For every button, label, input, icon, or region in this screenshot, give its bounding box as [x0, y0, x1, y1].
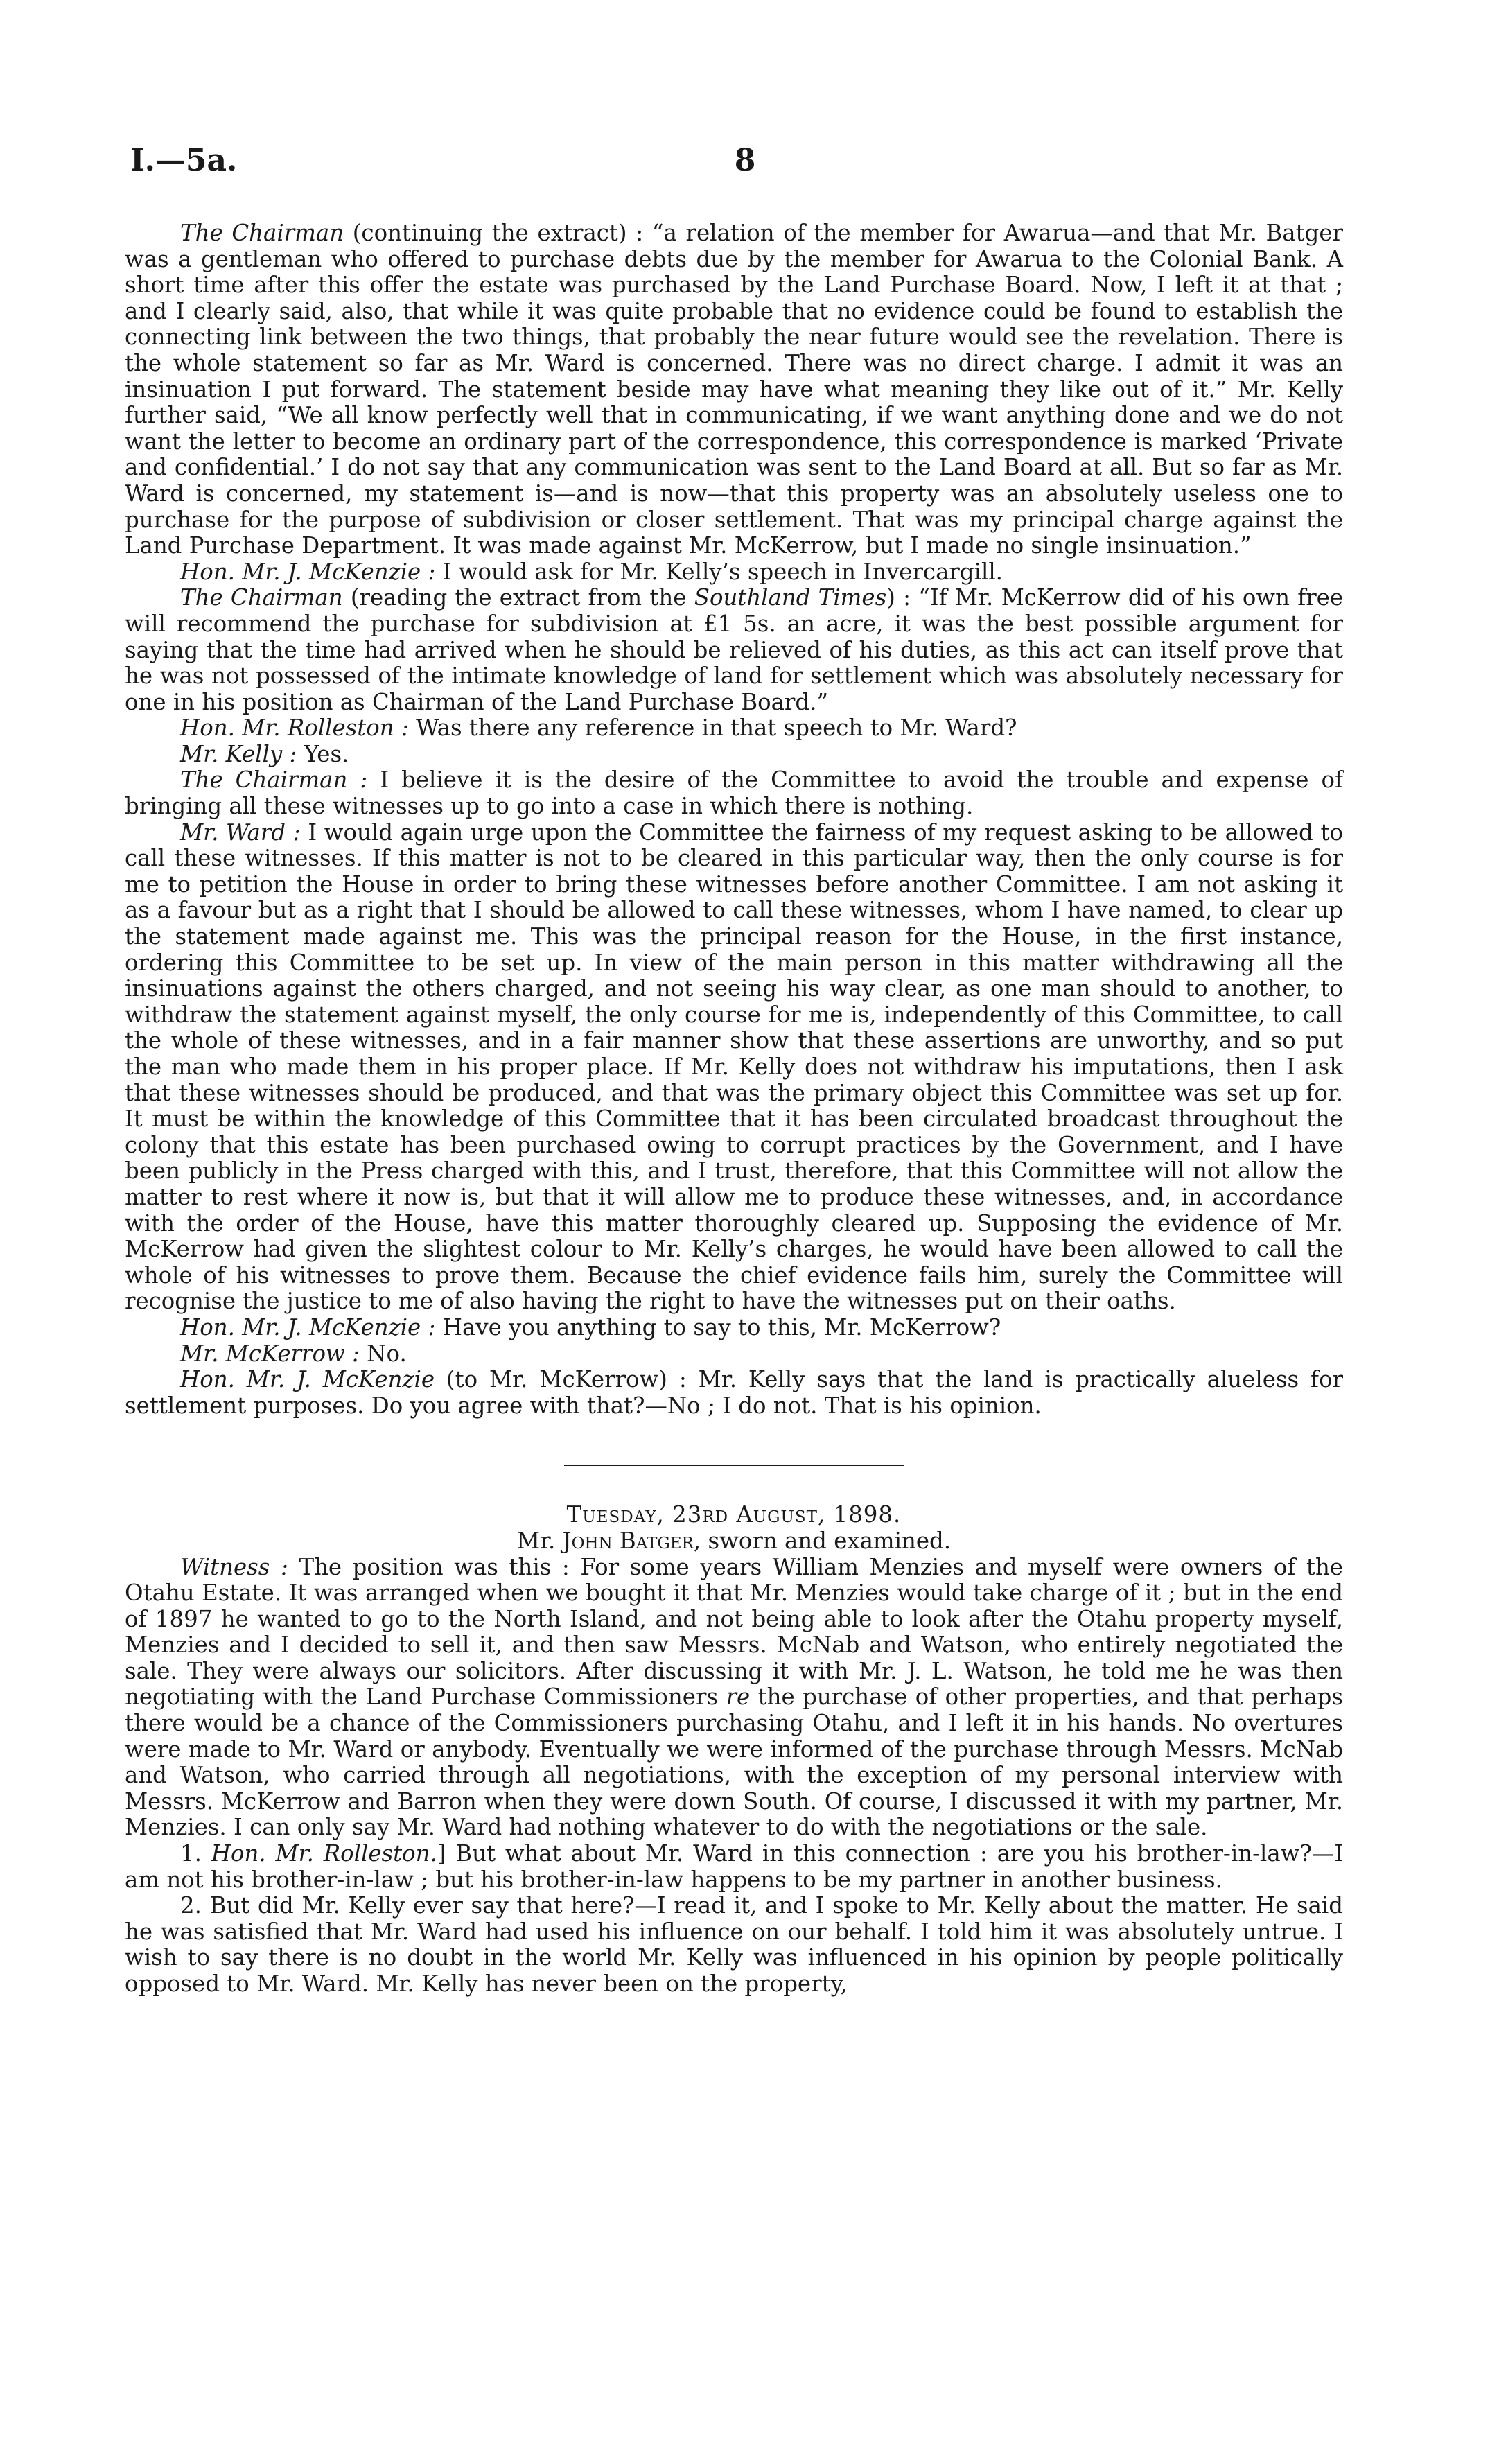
paragraph-ward-statement — [125, 820, 1343, 1315]
paragraph-question-2 — [125, 1893, 1343, 1997]
speaker: Hon. Mr. J. McKenzie : — [180, 558, 436, 585]
speaker: Hon. Mr. Rolleston : — [180, 715, 409, 742]
paragraph-chairman-remark — [125, 767, 1343, 819]
speech: No. — [359, 1340, 407, 1367]
paragraph-kelly-answer — [125, 742, 1343, 768]
section-divider — [564, 1465, 904, 1466]
speech: Yes. — [297, 740, 349, 767]
paragraph-chairman-reading — [125, 585, 1343, 715]
speaker: Mr. McKerrow : — [180, 1340, 360, 1367]
speaker: The Chairman — [180, 584, 343, 611]
newspaper-title: Southland Times — [694, 584, 887, 611]
speech: I would again urge upon the Committee the fairness of my request asking to be allowed to call these witnesses. If this matter is not to be cleared in this particular way, then the only course is for me to petition the House in order to bring these witnesses before another Committee. I am not asking it as a favour but as a right that I should be allowed to call these witnesses, whom I have named, to clear up the statement made against me. This was the principal reason for the House, in the first instance, ordering this Committee to be set up. In view of the main person in this matter withdrawing all the insinuations against the others charged, and not seeing his way clear, as one man should to another, to withdraw the statement against myself, the only course for me is, independently of this Committee, to call the whole of these witnesses, and in a fair manner show that these assertions are unworthy, and so put the man who made them in his proper place. If Mr. Kelly does not withdraw his imputations, then I ask that these witnesses should be produced, and that was the primary object this Committee was set up for. It must be within the knowledge of this Committee that it has been circulated broadcast throughout the colony that this estate has been purchased owing to corrupt practices by the Government, and I have been publicly in the Press charged with this, and I trust, therefore, that this Committee will not allow the matter to rest where it now is, but that it will allow me to produce these witnesses, and, in accordance with the order of the House, have this matter thoroughly cleared up. Supposing the evidence of Mr. McKerrow had given the slightest colour to Mr. Kelly’s charges, he would have been allowed to call the whole of his witnesses to prove them. Because the chief evidence fails him, surely the Committee will recognise the justice to me of also having the right to have the witnesses put on their oaths. — [125, 819, 1343, 1315]
speech: Was there any reference in that speech to Mr. Ward? — [408, 715, 1017, 742]
paragraph-chairman-extract — [125, 220, 1343, 559]
speaker: Mr. Kelly : — [180, 740, 297, 767]
document-reference: I.—5a. — [130, 143, 238, 178]
speech: (to Mr. McKerrow) : Mr. Kelly says that the land is practically alueless for settlement purposes. Do you agree with that?—No ; I do not. That is his opinion. — [125, 1366, 1343, 1419]
speech: ] But what about Mr. Ward in this connection : are you his brother-in-law?—I am not his brother-in-law ; but his brother-in-law happens to be my partner in another business. — [125, 1840, 1343, 1893]
body-text — [125, 220, 1343, 1998]
speaker: Hon. Mr. J. McKenzie — [180, 1366, 435, 1393]
speaker: Witness : — [180, 1553, 288, 1580]
paragraph-mckenzie-to-mckerrow — [125, 1367, 1343, 1419]
paragraph-witness-statement — [125, 1555, 1343, 1842]
speech: ) : “If Mr. McKerrow did of his own free will recommend the purchase for subdivision at £1 5s. an acre, it was the best possible argument for saying that the time had arrived when he should be relieved of his duties, as this act can itself prove that he was not possessed of the intimate knowledge of land for settlement which was absolutely necessary for one in his position as Chairman of the Land Purchase Board.” — [125, 584, 1344, 715]
paragraph-mckerrow-answer — [125, 1341, 1343, 1368]
paragraph-question-1: 1. Hon. Mr. Rolleston.] But what about Mr. Ward in this connection : are you his brother-in-law?—I am not his brother-in-law ; but his brother-in-law happens to be my partner in another business. — [125, 1840, 1343, 1893]
page-number: 8 — [734, 143, 756, 178]
speech: the purchase of other properties, and that perhaps there would be a chance of the Commissioners purchasing Otahu, and I left it in his hands. No overtures were made to Mr. Ward or anybody. Eventually we were informed of the purchase through Messrs. McNab and Watson, who carried through all negotiations, with the exception of my personal interview with Messrs. McKerrow and Barron when they were down South. Of course, I discussed it with my partner, Mr. Menzies. I can only say Mr. Ward had nothing whatever to do with the negotiations or the sale. — [125, 1684, 1343, 1841]
paragraph-mckenzie-question — [125, 1315, 1343, 1341]
witness-name: John Batger — [562, 1527, 694, 1554]
paragraph-mckenzie-request — [125, 559, 1343, 586]
page-header — [130, 143, 1360, 184]
date-heading: Tuesday, 23rd August, 1898. — [566, 1501, 902, 1528]
speech: I believe it is the desire of the Committee to avoid the trouble and expense of bringing all these witnesses up to go into a case in which there is nothing. — [125, 767, 1343, 820]
speech: (continuing the extract) : “a relation of the member for Awarua—and that Mr. Batger was a gentleman who offered to purchase debts due by the member for Awarua to the Colonial Bank. A short time after this offer the estate was purchased by the Land Purchase Board. Now, I left it at that ; and I clearly said, also, that while it was quite probable that no evidence could be found to establish the connecting link between the two things, that probably the near future would see the revelation. There is the whole statement so far as Mr. Ward is concerned. There was no direct charge. I admit it was an insinuation I put forward. The statement beside may have what meaning they like out of it.” Mr. Kelly further said, “We all know perfectly well that in communicating, if we want anything done and we do not want the letter to become an ordinary part of the correspondence, this correspondence is marked ‘Private and confidential.’ I do not say that any communication was sent to the Land Board at all. But so far as Mr. Ward is concerned, my statement is—and is now—that this property was an absolutely useless one to purchase for the purpose of subdivision or closer settlement. That was my principal charge against the Land Purchase Department. It was made against Mr. McKerrow, but I made no single insinuation.” — [125, 220, 1343, 559]
speech: (reading the extract from the — [342, 584, 694, 611]
latin-re: re — [726, 1684, 751, 1711]
speaker: The Chairman : — [180, 767, 368, 794]
speech: Have you anything to say to this, Mr. McKerrow? — [435, 1313, 1001, 1340]
speaker: The Chairman — [180, 220, 344, 246]
speaker: Hon. Mr. Rolleston. — [211, 1840, 437, 1867]
speaker: Hon. Mr. J. McKenzie : — [180, 1313, 436, 1340]
witness-heading: Mr. John Batger, sworn and examined. — [516, 1527, 952, 1554]
speaker: Mr. Ward : — [180, 819, 301, 846]
paragraph-rolleston-question — [125, 715, 1343, 742]
speech: 2. But did Mr. Kelly ever say that here?—I read it, and I spoke to Mr. Kelly about the matter. He said he was satisfied that Mr. Ward had used his influence on our behalf. I told him it was absolutely untrue. I wish to say there is no doubt in the world Mr. Kelly was influenced in his opinion by people politically opposed to Mr. Ward. Mr. Kelly has never been on the property, — [125, 1892, 1343, 1997]
speech: I would ask for Mr. Kelly’s speech in Invercargill. — [435, 558, 1003, 585]
speech: The position was this : For some years William Menzies and myself were owners of the Otahu Estate. It was arranged when we bought it that Mr. Menzies would take charge of it ; but in the end of 1897 he wanted to go to the North Island, and not being able to look after the Otahu property myself, Menzies and I decided to sell it, and then saw Messrs. McNab and Watson, who entirely negotiated the sale. They were always our solicitors. After discussing it with Mr. J. L. Watson, he told me he was then negotiating with the Land Purchase Commissioners — [125, 1553, 1343, 1711]
